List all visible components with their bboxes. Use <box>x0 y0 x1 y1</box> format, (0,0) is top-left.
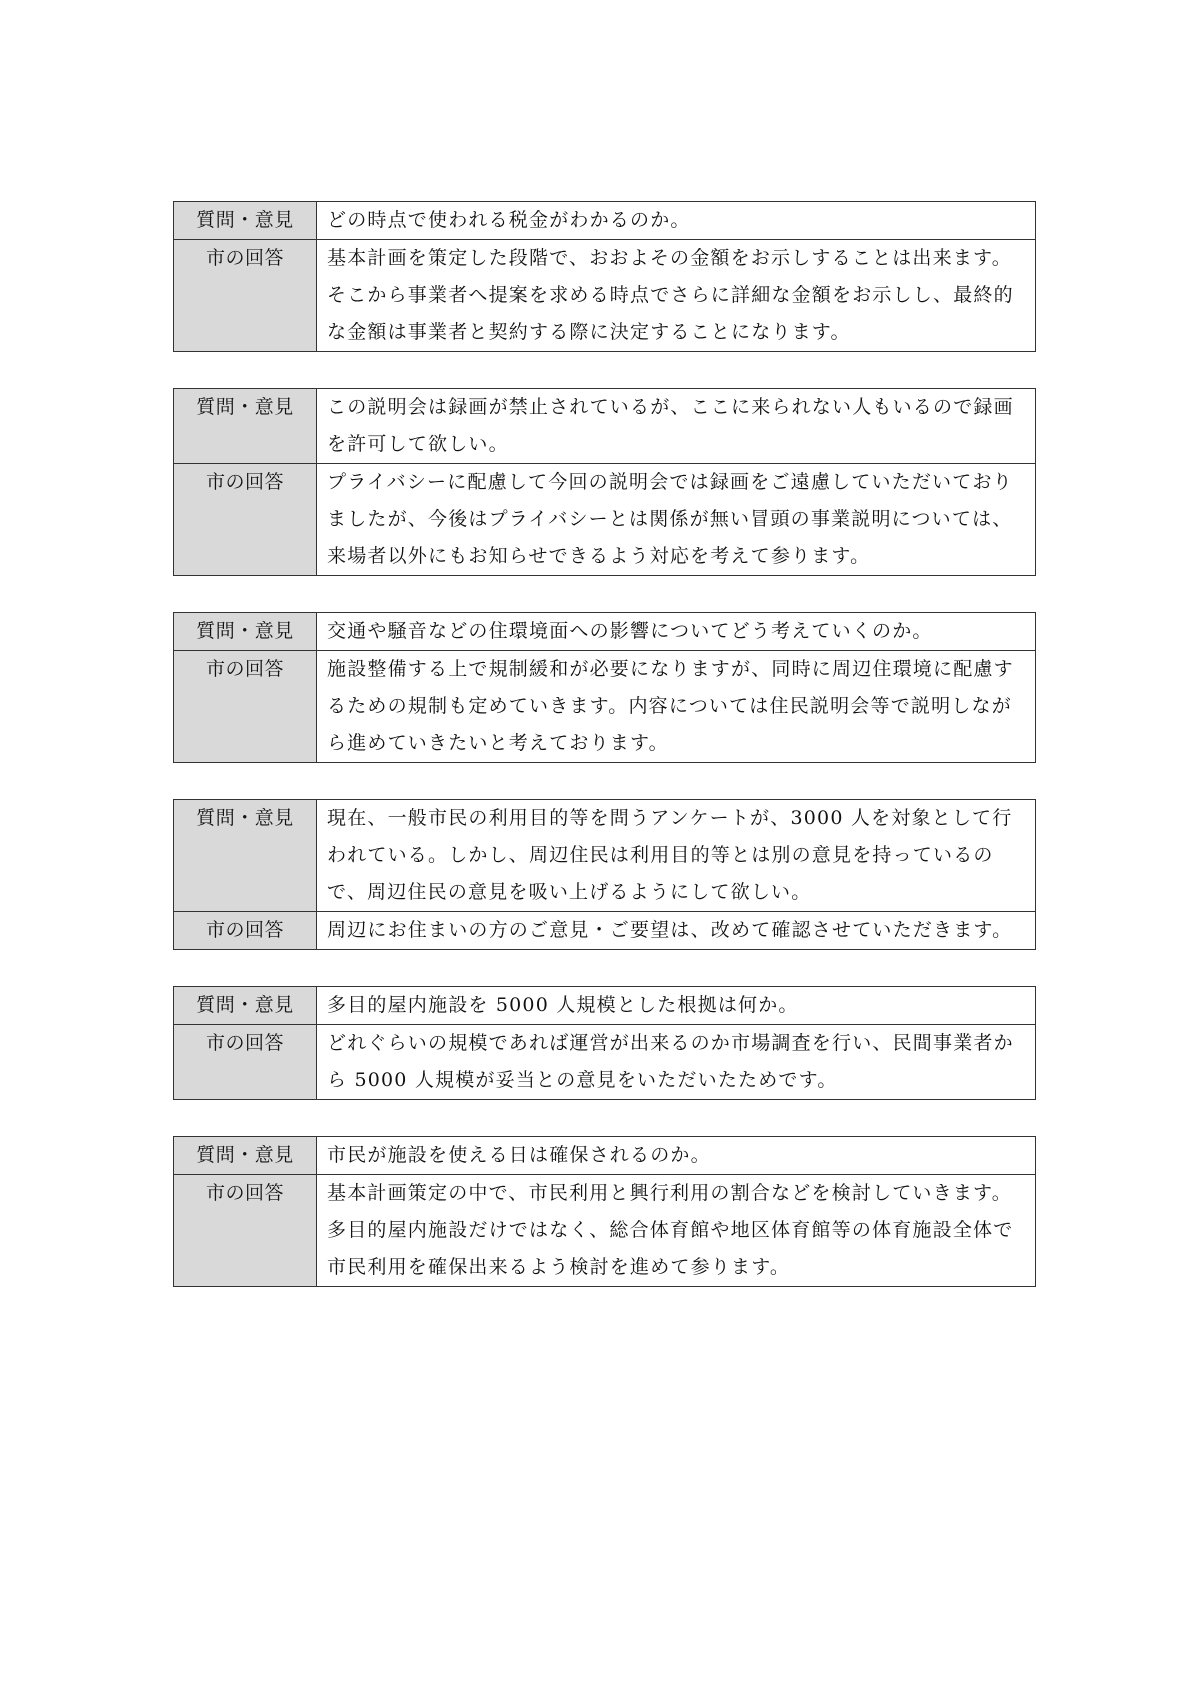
answer-row <box>174 1175 1036 1287</box>
question-text: 交通や騒音などの住環境面への影響についてどう考えていくのか。 <box>317 613 1036 651</box>
answer-label: 市の回答 <box>174 651 317 763</box>
question-text: どの時点で使われる税金がわかるのか。 <box>317 202 1036 240</box>
qa-table <box>173 799 1036 950</box>
question-row <box>174 202 1036 240</box>
question-label: 質問・意見 <box>174 800 317 912</box>
question-text: 市民が施設を使える日は確保されるのか。 <box>317 1137 1036 1175</box>
answer-row <box>174 912 1036 950</box>
qa-list <box>173 201 1036 1323</box>
qa-table <box>173 612 1036 763</box>
question-label: 質問・意見 <box>174 389 317 464</box>
answer-text: 施設整備する上で規制緩和が必要になりますが、同時に周辺住環境に配慮するための規制も定めていきます。内容については住民説明会等で説明しながら進めていきたいと考えております。 <box>317 651 1036 763</box>
question-label: 質問・意見 <box>174 202 317 240</box>
answer-row <box>174 240 1036 352</box>
question-label: 質問・意見 <box>174 1137 317 1175</box>
question-row <box>174 1137 1036 1175</box>
question-text: この説明会は録画が禁止されているが、ここに来られない人もいるので録画を許可して欲しい。 <box>317 389 1036 464</box>
answer-label: 市の回答 <box>174 912 317 950</box>
question-label: 質問・意見 <box>174 987 317 1025</box>
answer-text: プライバシーに配慮して今回の説明会では録画をご遠慮していただいておりましたが、今後はプライバシーとは関係が無い冒頭の事業説明については、来場者以外にもお知らせできるよう対応を考えて参ります。 <box>317 464 1036 576</box>
answer-label: 市の回答 <box>174 240 317 352</box>
answer-row <box>174 464 1036 576</box>
answer-label: 市の回答 <box>174 1175 317 1287</box>
question-row <box>174 389 1036 464</box>
answer-label: 市の回答 <box>174 464 317 576</box>
answer-text: 周辺にお住まいの方のご意見・ご要望は、改めて確認させていただきます。 <box>317 912 1036 950</box>
qa-table <box>173 388 1036 576</box>
answer-text: 基本計画を策定した段階で、おおよその金額をお示しすることは出来ます。そこから事業者へ提案を求める時点でさらに詳細な金額をお示しし、最終的な金額は事業者と契約する際に決定することになります。 <box>317 240 1036 352</box>
qa-table <box>173 986 1036 1100</box>
question-text: 現在、一般市民の利用目的等を問うアンケートが、3000 人を対象として行われている。しかし、周辺住民は利用目的等とは別の意見を持っているので、周辺住民の意見を吸い上げるようにして欲しい。 <box>317 800 1036 912</box>
question-row <box>174 800 1036 912</box>
question-row <box>174 987 1036 1025</box>
question-label: 質問・意見 <box>174 613 317 651</box>
answer-row <box>174 651 1036 763</box>
answer-label: 市の回答 <box>174 1025 317 1100</box>
qa-table <box>173 1136 1036 1287</box>
qa-table <box>173 201 1036 352</box>
answer-text: 基本計画策定の中で、市民利用と興行利用の割合などを検討していきます。多目的屋内施設だけではなく、総合体育館や地区体育館等の体育施設全体で市民利用を確保出来るよう検討を進めて参ります。 <box>317 1175 1036 1287</box>
question-row <box>174 613 1036 651</box>
answer-text: どれぐらいの規模であれば運営が出来るのか市場調査を行い、民間事業者から 5000 人規模が妥当との意見をいただいたためです。 <box>317 1025 1036 1100</box>
answer-row <box>174 1025 1036 1100</box>
question-text: 多目的屋内施設を 5000 人規模とした根拠は何か。 <box>317 987 1036 1025</box>
